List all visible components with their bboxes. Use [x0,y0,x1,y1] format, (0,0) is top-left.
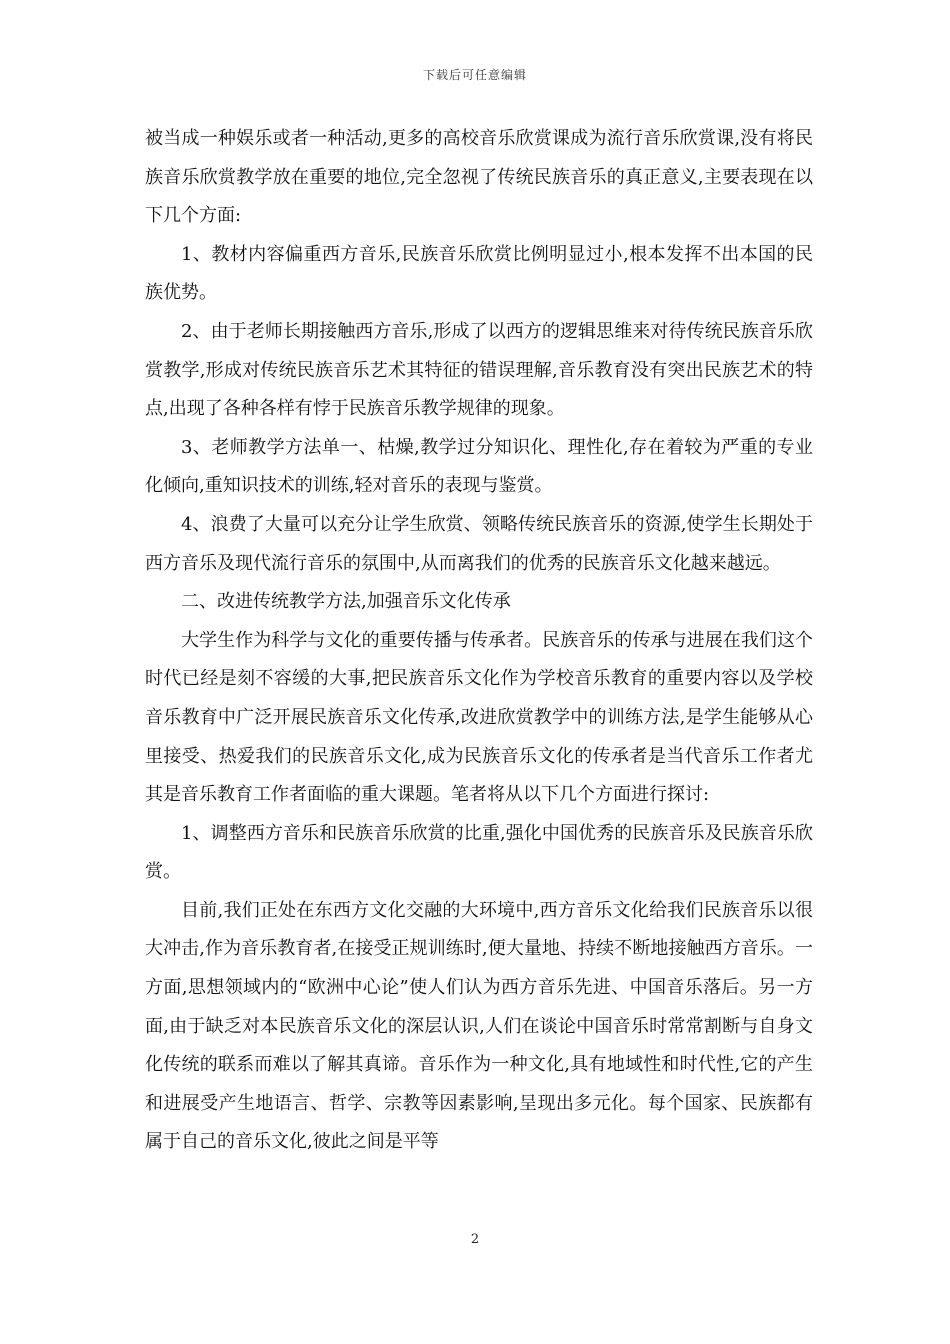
paragraph-continuation: 被当成一种娱乐或者一种活动,更多的高校音乐欣赏课成为流行音乐欣赏课,没有将民族音乐欣赏教学放在重要的地位,完全忽视了传统民族音乐的真正意义,主要表现在以下几个方面: [145,128,813,227]
paragraph-point-1: 1、教材内容偏重西方音乐,民族音乐欣赏比例明显过小,根本发挥不出本国的民族优势。 [145,243,813,304]
document-body [145,120,813,1162]
page-header: 下载后可任意编辑 [422,68,527,82]
paragraph-point-2: 2、由于老师长期接触西方音乐,形成了以西方的逻辑思维来对待传统民族音乐欣赏教学,形成对传统民族音乐艺术其特征的错误理解,音乐教育没有突出民族艺术的特点,出现了各种各样有悖于民族音乐教学规律的现象。 [145,320,813,420]
subsection-heading: 1、调整西方音乐和民族音乐欣赏的比重,强化中国优秀的民族音乐及民族音乐欣赏。 [145,822,813,883]
paragraph-body: 目前,我们正处在东西方文化交融的大环境中,西方音乐文化给我们民族音乐以很大冲击,作为音乐教育者,在接受正规训练时,便大量地、持续不断地接触西方音乐。一方面,思想领域内的“欧洲中心论”使人们认为西方音乐先进、中国音乐落后。另一方面,由于缺乏对本民族音乐文化的深层认识,人们在谈论中国音乐时常常割断与自身文化传统的联系而难以了解其真谛。音乐作为一种文化,具有地域性和时代性,它的产生和进展受产生地语言、哲学、宗教等因素影响,呈现出多元化。每个国家、民族都有属于自己的音乐文化,彼此之间是平等 [145,899,813,1153]
paragraph-point-3: 3、老师教学方法单一、枯燥,教学过分知识化、理性化,存在着较为严重的专业化倾向,重知识技术的训练,轻对音乐的表现与鉴赏。 [145,436,813,497]
paragraph-body: 大学生作为科学与文化的重要传播与传承者。民族音乐的传承与进展在我们这个时代已经是刻不容缓的大事,把民族音乐文化作为学校音乐教育的重要内容以及学校音乐教育中广泛开展民族音乐文化传承,改进欣赏教学中的训练方法,是学生能够从心里接受、热爱我们的民族音乐文化,成为民族音乐文化的传承者是当代音乐工作者尤其是音乐教育工作者面临的重大课题。笔者将从以下几个方面进行探讨: [145,629,813,806]
paragraph-point-4: 4、浪费了大量可以充分让学生欣赏、领略传统民族音乐的资源,使学生长期处于西方音乐及现代流行音乐的氛围中,从而离我们的优秀的民族音乐文化越来越远。 [145,513,813,574]
section-heading: 二、改进传统教学方法,加强音乐文化传承 [181,591,511,613]
page-number: 2 [470,1232,480,1247]
